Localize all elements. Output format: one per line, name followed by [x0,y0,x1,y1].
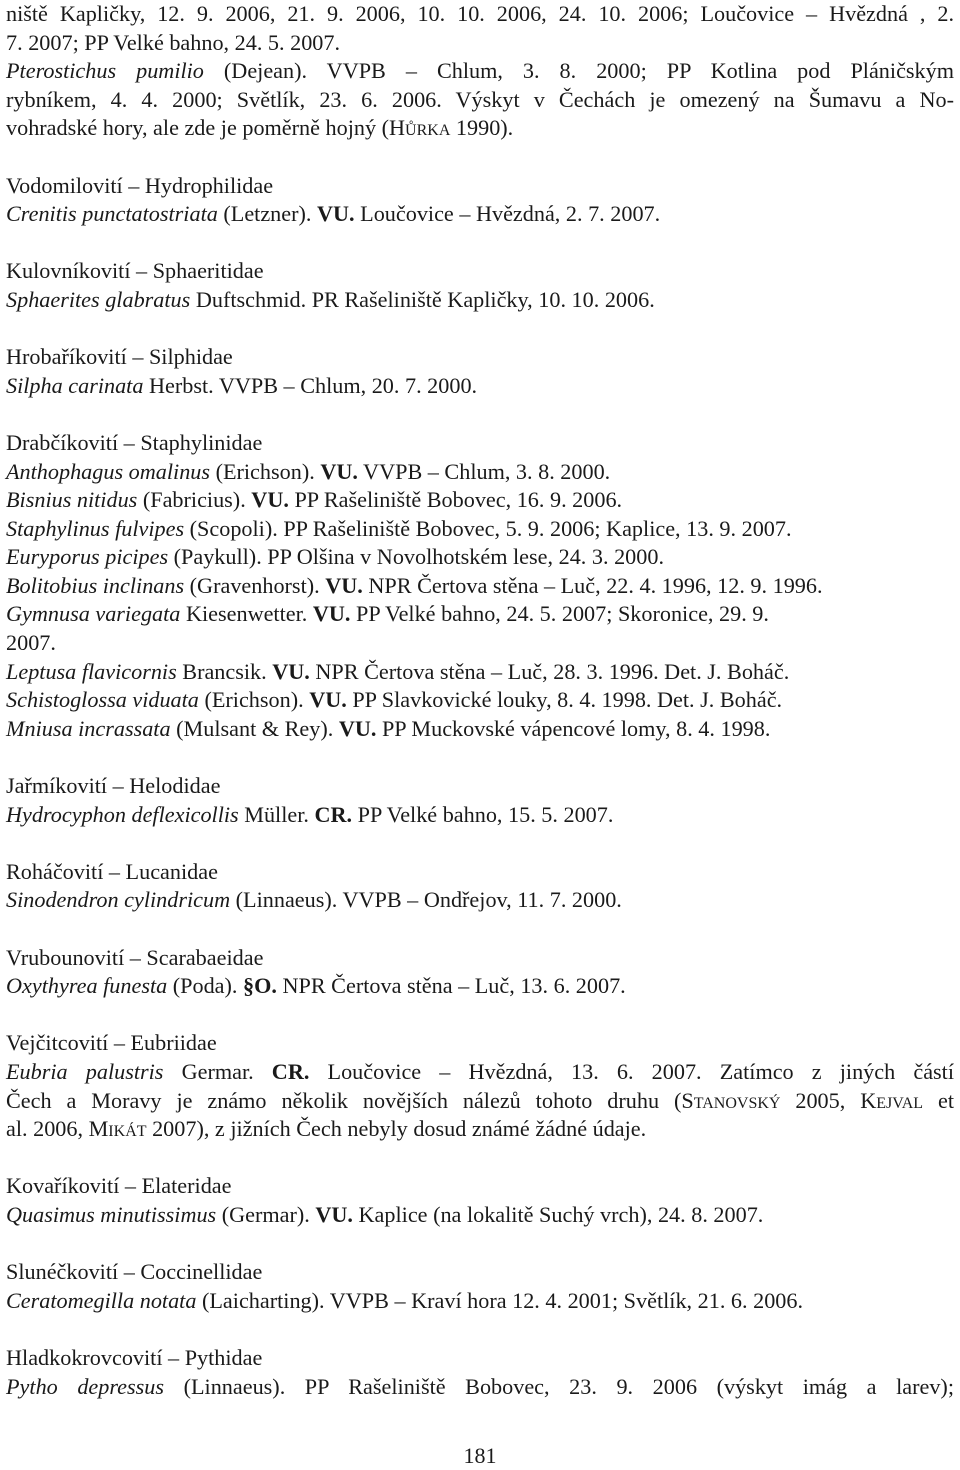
text-run: (Germar). [216,1201,316,1227]
text-run: 2007), z jižních Čech nebyly dosud známé žádné údaje. [146,1116,647,1142]
text-line [6,686,954,715]
status-code: VU. [325,572,363,598]
family-heading [6,858,954,887]
text-run: Loučovice – Hvězdná, 2. 7. 2007. [354,201,661,227]
text-run: PP Muckovské vápencové lomy, 8. 4. 1998. [376,715,771,741]
author-citation: Kejval [860,1087,924,1113]
text-line [6,372,954,401]
text-run: rybníkem, 4. 4. 2000; Světlík, 23. 6. 2006. Výskyt v Čechách je omezený na Šumavu a No- [6,86,954,112]
family-heading [6,772,954,801]
text-run: (Linnaeus). PP Rašeliniště Bobovec, 23. 9. 2006 (výskyt imág a larev); [164,1373,954,1399]
family-section [6,944,954,1001]
continued-paragraph [6,0,954,143]
species-name: Ceratomegilla notata [6,1287,197,1313]
species-name: Quasimus minutissimus [6,1201,217,1227]
text-run: et [923,1087,954,1113]
family-section [6,172,954,229]
family-heading [6,172,954,201]
species-name: Gymnusa variegata [6,601,181,627]
species-name: Sphaerites glabratus [6,286,191,312]
author-citation: Stanovský [681,1087,781,1113]
family-section [6,1029,954,1143]
text-run: Müller. [238,801,315,827]
status-code: VU. [317,201,355,227]
text-line [6,286,954,315]
family-section [6,1344,954,1401]
document-page [6,0,954,1401]
text-line [6,0,954,29]
text-run: Slunéčkovití – Coccinellidae [6,1259,263,1285]
text-run: Herbst. VVPB – Chlum, 20. 7. 2000. [143,372,478,398]
text-line [6,543,954,572]
status-code: VU. [309,687,347,713]
text-run: Brancsik. [176,658,273,684]
status-code: VU. [272,658,310,684]
status-code: VU. [320,458,358,484]
status-code: VU. [338,715,377,741]
text-run: Loučovice – Hvězdná, 13. 6. 2007. Zatímco z jiných částí [309,1058,955,1084]
text-run: (Mulsant & Rey). [170,715,339,741]
text-run: Kovaříkovití – Elateridae [6,1173,232,1199]
text-run: Vrubounovití – Scarabaeidae [6,944,264,970]
text-run: (Fabricius). [137,487,252,513]
species-name: Silpha carinata [6,372,144,398]
author-citation: Mikát [88,1116,147,1142]
text-run: 1990). [450,115,514,141]
species-name: Anthophagus omalinus [6,458,211,484]
family-section [6,1258,954,1315]
text-run: PP Velké bahno, 15. 5. 2007. [352,801,614,827]
text-run: 2007. [6,630,56,656]
text-run: (Poda). [167,973,244,999]
species-name: Pterostichus pumilio [6,58,204,84]
text-line [6,886,954,915]
paragraph-spacer [6,829,954,858]
family-heading [6,944,954,973]
text-run: (Erichson). [198,687,310,713]
text-run: NPR Čertova stěna – Luč, 28. 3. 1996. Det. J. Boháč. [309,658,790,684]
species-name: Mniusa incrassata [6,715,171,741]
text-run: (Paykull). PP Olšina v Novolhotském lese, 24. 3. 2000. [168,544,664,570]
text-line [6,801,954,830]
species-name: Leptusa flavicornis [6,658,177,684]
text-line [6,29,954,58]
text-line [6,486,954,515]
text-line [6,658,954,687]
text-run: 7. 2007; PP Velké bahno, 24. 5. 2007. [6,29,341,55]
status-code: CR. [314,801,353,827]
family-section [6,858,954,915]
family-heading [6,429,954,458]
text-line [6,1115,954,1144]
status-code: §O. [243,973,277,999]
family-section [6,343,954,400]
text-run: Roháčovití – Lucanidae [6,858,218,884]
text-line [6,572,954,601]
text-run: (Gravenhorst). [184,572,326,598]
status-code: VU. [312,601,351,627]
paragraph-spacer [6,743,954,772]
text-line [6,200,954,229]
text-run: (Letzner). [217,201,317,227]
text-run: Vodomilovití – Hydrophilidae [6,172,274,198]
text-line [6,1058,954,1087]
species-name: Pytho depressus [6,1373,165,1399]
paragraph-spacer [6,915,954,944]
text-line [6,515,954,544]
text-run: Jařmíkovití – Helodidae [6,773,221,799]
text-line [6,972,954,1001]
text-run: (Laicharting). VVPB – Kraví hora 12. 4. 2001; Světlík, 21. 6. 2006. [196,1287,804,1313]
species-name: Bolitobius inclinans [6,572,185,598]
paragraph-spacer [6,400,954,429]
text-run: NPR Čertova stěna – Luč, 13. 6. 2007. [276,973,626,999]
text-run: Germar. [163,1058,272,1084]
text-run: Kiesenwetter. [180,601,313,627]
family-heading [6,257,954,286]
species-name: Eubria palustris [6,1058,164,1084]
text-line [6,57,954,86]
family-heading [6,1258,954,1287]
text-run: Hrobaříkovití – Silphidae [6,344,233,370]
text-line [6,458,954,487]
page-number: 181 [463,1443,497,1468]
text-run: 2005, [780,1087,861,1113]
paragraph-spacer [6,1144,954,1173]
species-name: Hydrocyphon deflexicollis [6,801,239,827]
text-run: vohradské hory, ale zde je poměrně hojný ( [6,115,390,141]
text-line [6,114,954,143]
text-line [6,1087,954,1116]
text-run: (Linnaeus). VVPB – Ondřejov, 11. 7. 2000. [230,887,622,913]
text-line [6,629,954,658]
text-run: Kaplice (na lokalitě Suchý vrch), 24. 8. 2007. [352,1201,764,1227]
text-run: (Scopoli). PP Rašeliniště Bobovec, 5. 9. 2006; Kaplice, 13. 9. 2007. [184,515,792,541]
family-section [6,772,954,829]
paragraph-spacer [6,229,954,258]
family-heading [6,1029,954,1058]
text-run: Hladkokrovcovití – Pythidae [6,1344,263,1370]
text-run: PP Slavkovické louky, 8. 4. 1998. Det. J. Boháč. [346,687,783,713]
text-line [6,1287,954,1316]
paragraph-spacer [6,1001,954,1030]
species-name: Staphylinus fulvipes [6,515,185,541]
status-code: CR. [271,1058,310,1084]
paragraph-spacer [6,1230,954,1259]
family-section [6,1172,954,1229]
text-run: al. 2006, [6,1116,89,1142]
text-run: PP Rašeliniště Bobovec, 16. 9. 2006. [288,487,623,513]
paragraph-spacer [6,143,954,172]
family-heading [6,1344,954,1373]
species-name: Euryporus picipes [6,544,169,570]
paragraph-spacer [6,315,954,344]
paragraph-spacer [6,1315,954,1344]
family-section [6,257,954,314]
species-name: Schistoglossa viduata [6,687,199,713]
status-code: VU. [251,487,289,513]
text-run: (Erichson). [210,458,321,484]
text-line [6,1201,954,1230]
text-run: Duftschmid. PR Rašeliniště Kapličky, 10. 10. 2006. [190,286,655,312]
text-run: Vejčitcovití – Eubriidae [6,1030,217,1056]
family-heading [6,343,954,372]
text-line [6,1373,954,1402]
text-run: Kulovníkovití – Sphaeritidae [6,258,264,284]
text-run: VVPB – Chlum, 3. 8. 2000. [357,458,611,484]
family-heading [6,1172,954,1201]
text-run: NPR Čertova stěna – Luč, 22. 4. 1996, 12. 9. 1996. [362,572,823,598]
status-code: VU. [315,1201,353,1227]
text-run: Drabčíkovití – Staphylinidae [6,429,263,455]
text-run: Čech a Moravy je známo několik novějších nálezů tohoto druhu ( [6,1087,682,1113]
text-run: niště Kapličky, 12. 9. 2006, 21. 9. 2006, 10. 10. 2006, 24. 10. 2006; Loučovice – Hvězdná , 2. [6,1,954,26]
author-citation: Hůrka [389,115,451,141]
species-name: Bisnius nitidus [6,487,138,513]
text-line [6,86,954,115]
species-name: Oxythyrea funesta [6,973,168,999]
species-name: Sinodendron cylindricum [6,887,231,913]
text-run: PP Velké bahno, 24. 5. 2007; Skoronice, 29. 9. [350,601,769,627]
species-name: Crenitis punctatostriata [6,201,218,227]
text-line [6,600,954,629]
family-section [6,429,954,744]
text-line [6,715,954,744]
text-run: (Dejean). VVPB – Chlum, 3. 8. 2000; PP Kotlina pod Pláničským [203,58,954,84]
